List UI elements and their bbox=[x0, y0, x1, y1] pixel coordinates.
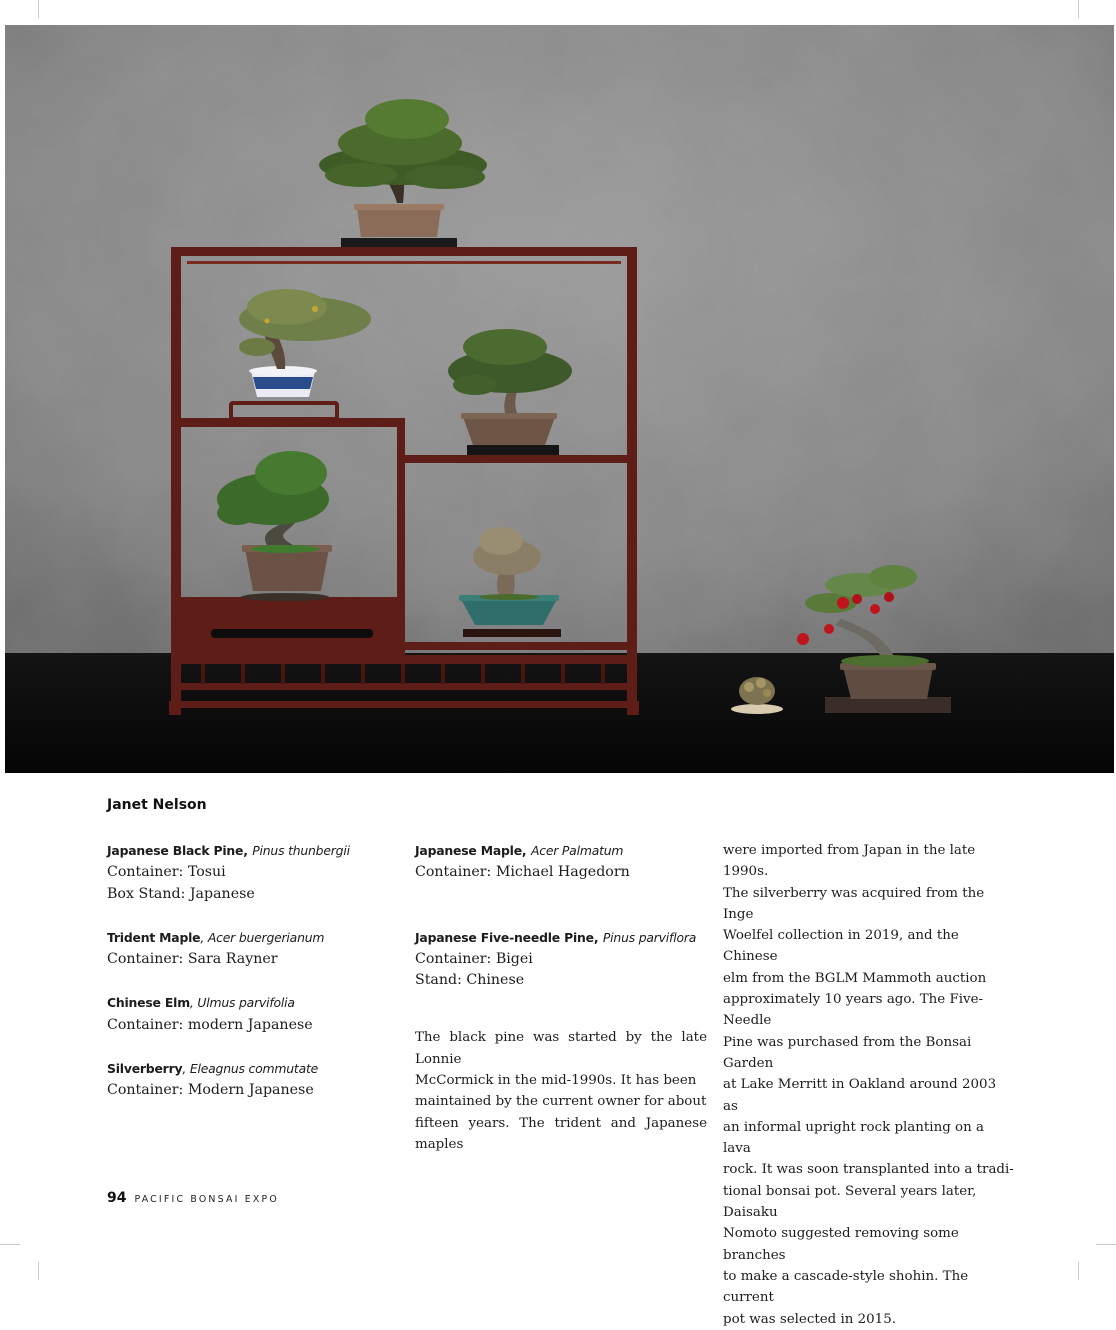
publication-name: PACIFIC BONSAI EXPO bbox=[134, 1194, 279, 1205]
crop-mark-top-left bbox=[38, 0, 39, 18]
body-line: an informal upright rock planting on a lava bbox=[723, 1119, 984, 1157]
tree-entry bbox=[107, 840, 397, 905]
body-column-3 bbox=[723, 840, 1015, 1330]
tree-entry bbox=[415, 840, 707, 884]
tree-name: Japanese Maple, bbox=[415, 843, 527, 858]
body-line: maintained by the current owner for about bbox=[415, 1094, 707, 1110]
tree-scientific-name: Pinus parviflora bbox=[602, 929, 697, 945]
page-number: 94 bbox=[107, 1190, 127, 1206]
tree-entry bbox=[107, 927, 397, 971]
body-line: The silverberry was acquired from the Inge bbox=[723, 885, 985, 922]
tree-detail: Container: Sara Rayner bbox=[107, 951, 278, 968]
body-line: rock. It was soon transplanted into a tradi- bbox=[723, 1162, 1014, 1178]
tree-name: Silverberry bbox=[107, 1061, 183, 1077]
tree-scientific-name: , Eleagnus commutate bbox=[182, 1061, 319, 1077]
tree-entry bbox=[107, 1058, 397, 1102]
tree-detail: Container: Modern Japanese bbox=[107, 1082, 314, 1099]
body-line: fifteen years. The trident and Japanese maples bbox=[415, 1115, 707, 1152]
tree-name: Chinese Elm bbox=[107, 995, 190, 1011]
tree-detail: Box Stand: Japanese bbox=[107, 885, 255, 902]
page-footer bbox=[107, 1187, 279, 1206]
body-line: elm from the BGLM Mammoth auction bbox=[723, 970, 987, 986]
tree-name: Trident Maple bbox=[107, 929, 201, 945]
tree-detail: Stand: Chinese bbox=[415, 972, 525, 989]
body-paragraph-continued bbox=[723, 840, 1015, 1330]
crop-mark-left bbox=[0, 1244, 20, 1245]
crop-mark-bottom-right bbox=[1078, 1262, 1079, 1280]
tree-scientific-name: , Ulmus parvifolia bbox=[189, 995, 295, 1011]
tree-name: Japanese Black Pine, bbox=[107, 843, 248, 858]
tree-entry bbox=[107, 992, 397, 1036]
crop-mark-top-right bbox=[1078, 0, 1079, 18]
tree-scientific-name: Acer Palmatum bbox=[530, 843, 624, 858]
body-line: The black pine was started by the late Lonnie bbox=[415, 1030, 707, 1067]
body-paragraph-start bbox=[415, 1027, 707, 1155]
tree-detail: Container: Michael Hagedorn bbox=[415, 864, 630, 881]
body-line: to make a cascade-style shohin. The current bbox=[723, 1268, 969, 1306]
exhibitor-name: Janet Nelson bbox=[107, 797, 207, 813]
body-line: approximately 10 years ago. The Five-Needle bbox=[723, 992, 984, 1029]
tree-entry bbox=[415, 927, 707, 992]
tree-detail: Container: modern Japanese bbox=[107, 1016, 313, 1033]
tree-detail: Container: Tosui bbox=[107, 864, 226, 881]
body-line: Pine was purchased from the Bonsai Garden bbox=[723, 1034, 972, 1071]
tree-list-column-1 bbox=[107, 840, 397, 1124]
bonsai-display-photo bbox=[5, 25, 1114, 773]
body-line: McCormick in the mid-1990s. It has been bbox=[415, 1073, 697, 1089]
body-line: Woelfel collection in 2019, and the Chinese bbox=[723, 928, 959, 965]
tree-detail: Container: Bigei bbox=[415, 950, 533, 967]
tree-list-column-2 bbox=[415, 840, 707, 1155]
body-line: Nomoto suggested removing some branches bbox=[723, 1226, 959, 1263]
body-line: at Lake Merritt in Oakland around 2003 as bbox=[723, 1077, 997, 1114]
body-line: tional bonsai pot. Several years later, Daisaku bbox=[723, 1183, 977, 1221]
crop-mark-bottom-left bbox=[38, 1262, 39, 1280]
body-line: were imported from Japan in the late 1990s. bbox=[723, 843, 976, 880]
tree-scientific-name: , Acer buergerianum bbox=[200, 929, 325, 945]
crop-mark-right bbox=[1096, 1244, 1116, 1245]
tree-scientific-name: Pinus thunbergii bbox=[252, 843, 350, 858]
tree-name: Japanese Five-needle Pine, bbox=[415, 929, 599, 945]
body-line: pot was selected in 2015. bbox=[723, 1311, 896, 1327]
